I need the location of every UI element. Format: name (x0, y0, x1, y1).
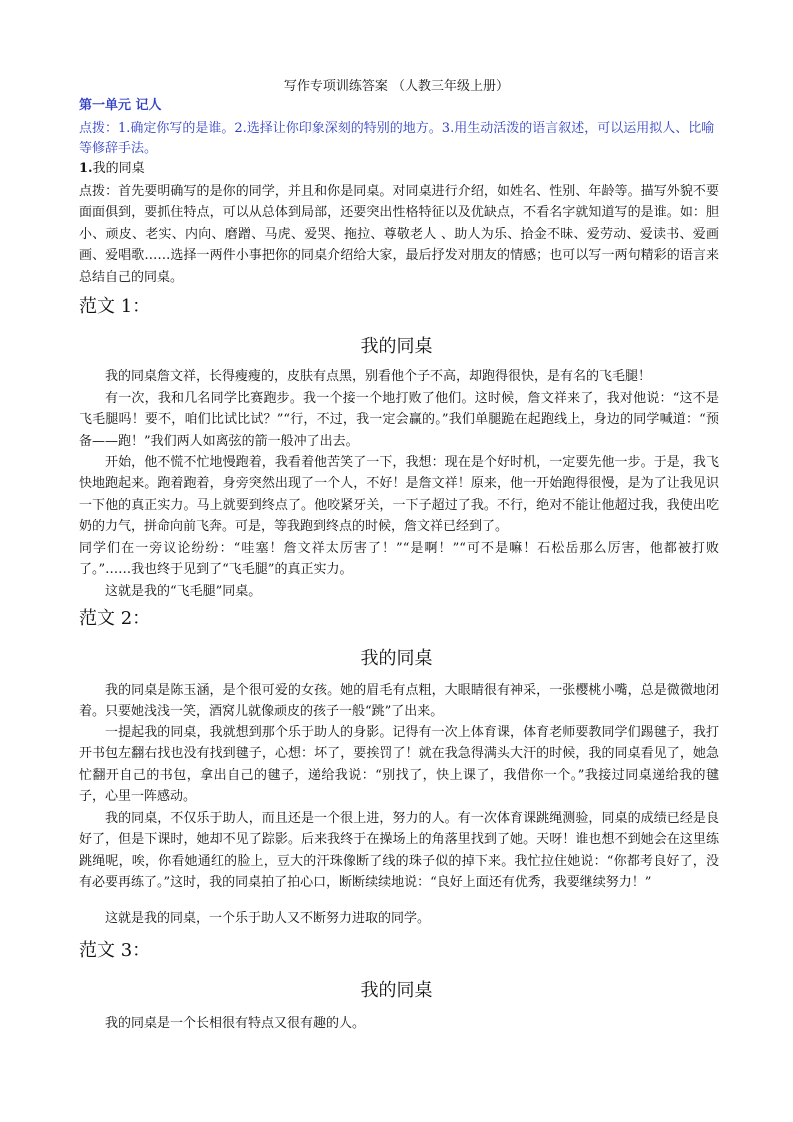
unit-tips: 点拨：1.确定你写的是谁。2.选择让你印象深刻的特别的地方。3.用生动活泼的语言叙述，可以运用拟人、比喻等修辞手法。 (79, 121, 715, 156)
essay-paragraph: 有一次，我和几名同学比赛跑步。我一个接一个地打败了他们。这时候，詹文祥来了，我对他说：“这不是飞毛腿吗！要不，咱们比试比试？”“行，不过，我一定会赢的。”我们单腿跪在起跑线上，身边的同学喊道：“预备——跑！”我们两人如离弦的箭一般冲了出去。 (79, 391, 719, 449)
essay-paragraph: 我的同桌詹文祥，长得瘦瘦的，皮肤有点黑，别看他个子不高，却跑得很快，是有名的飞毛腿！ (105, 369, 652, 384)
essay-paragraph: 我的同桌是陈玉涵，是个很可爱的女孩。她的眉毛有点粗，大眼睛很有神采，一张樱桃小嘴，总是微微地闭着。只要她浅浅一笑，酒窝儿就像顽皮的孩子一般“跳”了出来。 (79, 683, 719, 720)
essay-title: 我的同桌 (360, 648, 433, 669)
essay-paragraph: 同学们在一旁议论纷纷：“哇塞！詹文祥太厉害了！”“是啊！”“可不是嘛！石松岳那么厉害，他都被打败了。”……我也终于见到了“飞毛腿”的真正实力。 (79, 541, 719, 578)
unit-heading: 第一单元 记人 (79, 98, 162, 113)
essay-paragraph: 这就是我的“飞毛腿”同桌。 (105, 584, 262, 599)
sample-label: 范文 3： (79, 940, 151, 961)
essay-paragraph: 一提起我的同桌，我就想到那个乐于助人的身影。记得有一次上体育课，体育老师要教同学们踢毽子，我打开书包左翻右找也没有找到毽子，心想：坏了，要挨罚了！就在我急得满头大汗的时候，我的同桌看见了，她急忙翻开自己的书包，拿出自己的毽子，递给我说：“别找了，快上课了，我借你一个。”我接过同桌递给我的毽子，心里一阵感动。 (79, 725, 719, 805)
sample-label: 范文 2： (79, 608, 151, 629)
essay-title: 我的同桌 (360, 980, 433, 1001)
essay-paragraph: 这就是我的同桌，一个乐于助人又不断努力进取的同学。 (105, 911, 431, 926)
document-title: 写作专项训练答案 （人教三年级上册） (283, 79, 510, 94)
essay-paragraph: 我的同桌是一个长相很有特点又很有趣的人。 (105, 1016, 366, 1031)
section-heading (79, 160, 145, 178)
essay-paragraph: 开始，他不慌不忙地慢跑着，我看着他苦笑了一下，我想：现在是个好时机，一定要先他一步。于是，我飞快地跑起来。跑着跑着，身旁突然出现了一个人，不好！是詹文祥！原来，他一开始跑得很慢，是为了让我见识一下他的真正实力。马上就要到终点了。他咬紧牙关，一下子超过了我。不行，绝对不能让他超过我，我使出吃奶的力气，拼命向前飞奔。可是，等我跑到终点的时候，詹文祥已经到了。 (79, 455, 719, 535)
section-title: 我的同桌 (92, 161, 145, 176)
essay-paragraph: 我的同桌，不仅乐于助人，而且还是一个很上进，努力的人。有一次体育课跳绳测验，同桌的成绩已经是良好了，但是下课时，她却不见了踪影。后来我终于在操场上的角落里找到了她。天呀！谁也想不到她会在这里练跳绳呢，唉，你看她通红的脸上，豆大的汗珠像断了线的珠子似的掉下来。我忙拉住她说：“你都考良好了，没有必要再练了。”这时，我的同桌拍了拍心口，断断续续地说：“良好上面还有优秀，我要继续努力！” (79, 811, 719, 891)
essay-title: 我的同桌 (360, 336, 433, 357)
section-number: 1. (79, 161, 93, 176)
sample-label: 范文 1： (79, 296, 151, 317)
section-tips: 点拨：首先要明确写的是你的同学，并且和你是同桌。对同桌进行介绍，如姓名、性别、年龄等。描写外貌不要面面俱到，要抓住特点，可以从总体到局部，还要突出性格特征以及优缺点，不看名字就知道写的是谁。如：胆小、顽皮、老实、内向、磨蹭、马虎、爱哭、拖拉、尊敬老人 、助人为乐、拾金不昧、爱劳动、爱读书、爱画画、爱唱歌……选择一两件小事把你的同桌介绍给大家，最后抒发对朋友的情感；也可以写一两句精彩的语言来总结自己的同桌。 (79, 184, 719, 285)
